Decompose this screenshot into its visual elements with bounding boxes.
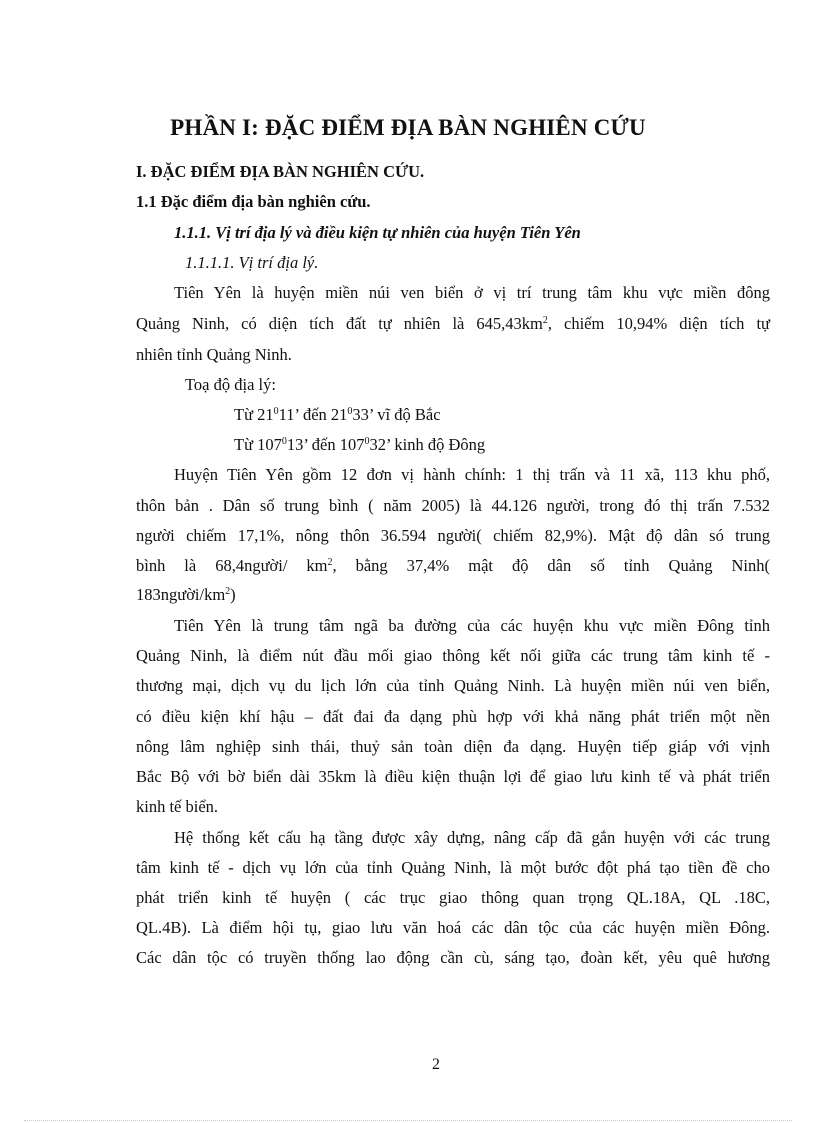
latitude-range: Từ $21^011$’ đến $21^033$’ vĩ độ Bắc	[234, 405, 441, 424]
heading-level-2: 1.1 Đặc điểm địa bàn nghiên cứu.	[136, 192, 371, 211]
paragraph-line: Tiên Yên là trung tâm ngã ba đường của các huyện khu vực miền Đông tỉnh	[174, 616, 770, 635]
paragraph-line: bình là 68,4người/ $km^2$, bằng 37,4% mật độ dân số tỉnh Quảng Ninh(	[136, 556, 770, 575]
paragraph-line: Quảng Ninh, là điểm nút đầu mối giao thông kết nối giữa các trung tâm kinh tế -	[136, 646, 770, 665]
paragraph-line: tâm kinh tế - dịch vụ lớn của tỉnh Quảng Ninh, là một bước đột phá tạo tiền đề cho	[136, 858, 770, 877]
paragraph-line: người chiếm 17,1%, nông thôn 36.594 người( chiếm 82,9%). Mật độ dân só trung	[136, 526, 770, 545]
paragraph-line: Các dân tộc có truyền thống lao động cần cù, sáng tạo, đoàn kết, yêu quê hương	[136, 948, 770, 967]
page-number: 2	[432, 1056, 440, 1073]
paragraph-line: thương mại, dịch vụ du lịch lớn của tỉnh Quảng Ninh. Là huyện miền núi ven biển,	[136, 676, 770, 695]
paragraph-line: QL.4B). Là điểm hội tụ, giao lưu văn hoá các dân tộc của các huyện miền Đông.	[136, 918, 770, 937]
paragraph-line: $183người/km^2$)	[136, 585, 236, 604]
heading-level-1: I. ĐẶC ĐIỂM ĐỊA BÀN NGHIÊN CỨU.	[136, 162, 425, 181]
paragraph-line: Quảng Ninh, có diện tích đất tự nhiên là $645,43km^2$, chiếm 10,94% diện tích tự	[136, 314, 770, 333]
heading-level-4: 1.1.1.1. Vị trí địa lý.	[185, 253, 319, 272]
paragraph-line: Bắc Bộ với bờ biển dài 35km là điều kiện thuận lợi để giao lưu kinh tế và phát triển	[136, 767, 770, 786]
paragraph-line: nông lâm nghiệp sinh thái, thuỷ sản toàn diện đa dạng. Huyện tiếp giáp với vịnh	[136, 737, 770, 756]
paragraph-line: thôn bản . Dân số trung bình ( năm 2005) là 44.126 người, trong đó thị trấn 7.532	[136, 496, 770, 515]
paragraph-line: phát triển kinh tế huyện ( các trục giao thông quan trọng QL.18A, QL .18C,	[136, 888, 770, 907]
paragraph-line: Hệ thống kết cấu hạ tầng được xây dựng, nâng cấp đã gắn huyện với các trung	[174, 828, 770, 847]
paragraph-line: Huyện Tiên Yên gồm 12 đơn vị hành chính: 1 thị trấn và 11 xã, 113 khu phố,	[174, 465, 770, 484]
coordinates-label: Toạ độ địa lý:	[185, 375, 276, 394]
heading-level-3: 1.1.1. Vị trí địa lý và điều kiện tự nhiên của huyện Tiên Yên	[174, 223, 581, 242]
paragraph-line: có điều kiện khí hậu – đất đai đa dạng phù hợp với khả năng phát triển một nền	[136, 707, 770, 726]
paragraph-line: Tiên Yên là huyện miền núi ven biển ở vị trí trung tâm khu vực miền đông	[174, 283, 770, 302]
paragraph-line: kinh tế biển.	[136, 797, 219, 816]
longitude-range: Từ $107^013$’ đến $107^032$’ kinh độ Đông	[234, 435, 486, 454]
page-title: PHẦN I: ĐẶC ĐIỂM ĐỊA BÀN NGHIÊN CỨU	[170, 115, 646, 140]
footer-divider	[24, 1120, 792, 1121]
paragraph-line: nhiên tỉnh Quảng Ninh.	[136, 345, 292, 364]
